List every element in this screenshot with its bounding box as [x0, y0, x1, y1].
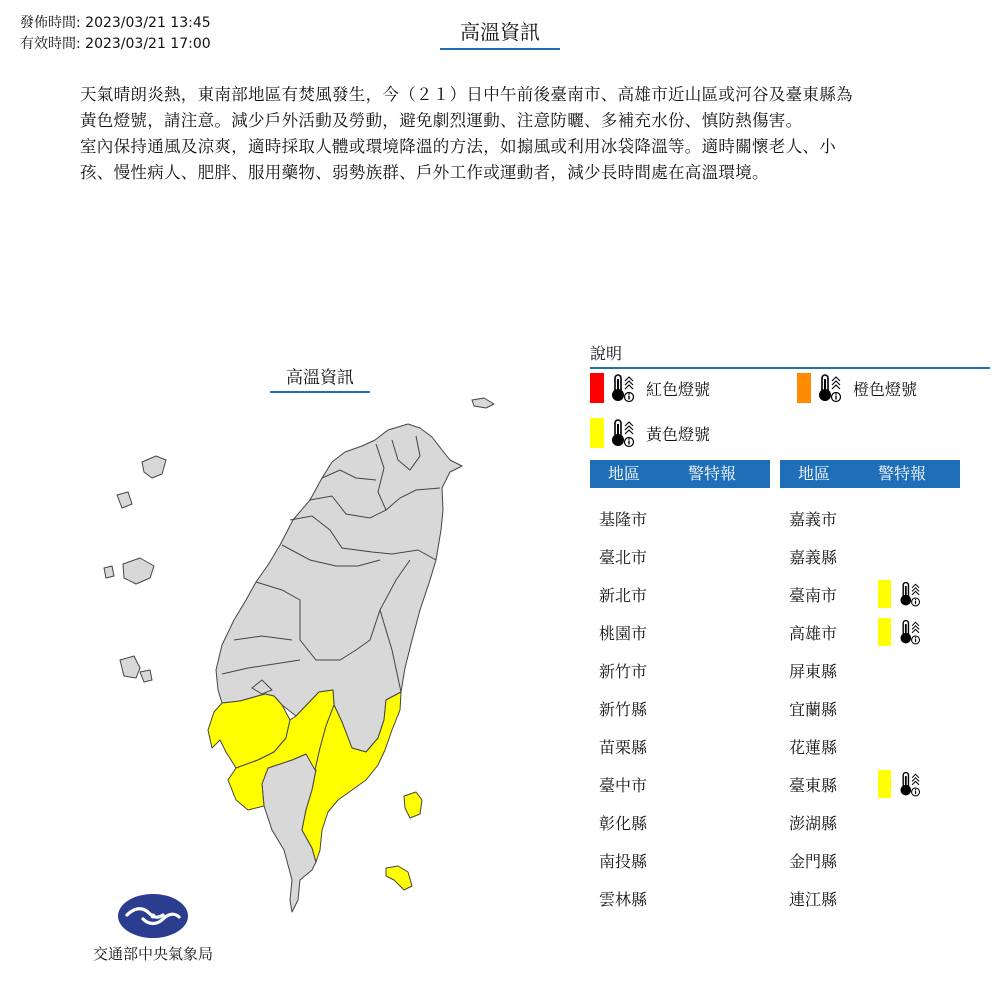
region-name: 嘉義市: [789, 510, 838, 529]
region-name: 新竹市: [599, 662, 648, 681]
region-name: 臺中市: [599, 776, 648, 795]
region-name: 金門縣: [789, 852, 838, 871]
region-name: 宜蘭縣: [789, 700, 838, 719]
issue-time: 發佈時間: 2023/03/21 13:45: [20, 15, 211, 31]
map-title: 高溫資訊: [270, 366, 370, 393]
region-name: 苗栗縣: [599, 738, 648, 757]
column-header-region: 地區: [798, 464, 831, 483]
map-penghu-island: [140, 670, 152, 682]
thermometer-icon: [897, 617, 927, 647]
table-header-right: [780, 460, 960, 488]
thermometer-icon: [608, 373, 642, 403]
legend-label: 紅色燈號: [646, 379, 711, 399]
warning-mark: [878, 769, 931, 799]
region-name: 嘉義縣: [789, 548, 838, 567]
warning-swatch: [878, 580, 891, 608]
thermometer-icon: [897, 579, 927, 609]
region-name: 屏東縣: [789, 662, 838, 681]
legend-title: 說明: [590, 343, 990, 369]
map-orchid-island: [386, 866, 412, 890]
map-green-island: [404, 792, 422, 818]
region-name: 花蓮縣: [789, 738, 838, 757]
legend-label: 橙色燈號: [853, 379, 918, 399]
advisory-line: 孩、慢性病人、肥胖、服用藥物、弱勢族群、戶外工作或運動者，減少長時間處在高溫環境。: [80, 163, 769, 182]
region-name: 南投縣: [599, 852, 648, 871]
map-penghu-island: [104, 566, 114, 578]
warning-mark: [878, 579, 931, 609]
thermometer-icon: [897, 769, 927, 799]
region-name: 臺東縣: [789, 776, 838, 795]
map-penghu-island: [123, 558, 154, 584]
table-header-left: [590, 460, 770, 488]
column-header-region: 地區: [608, 464, 641, 483]
region-name: 基隆市: [599, 510, 648, 529]
advisory-line: 室內保持通風及涼爽，適時採取人體或環境降溫的方法，如搧風或利用冰袋降溫等。適時關懷老人、小: [80, 137, 836, 156]
agency-name: 交通部中央氣象局: [92, 945, 213, 963]
cwb-logo: [117, 893, 189, 939]
legend-item-yellow: [590, 418, 710, 448]
map-penghu-island: [117, 492, 132, 508]
region-name: 臺北市: [599, 548, 648, 567]
map-penghu-island: [120, 656, 140, 678]
column-header-warning: 警特報: [688, 464, 737, 483]
legend-item-orange: [797, 373, 917, 403]
region-name: 新北市: [599, 586, 648, 605]
legend-swatch-yellow: [590, 418, 604, 448]
thermometer-icon: [608, 418, 642, 448]
advisory-line: 天氣晴朗炎熱，東南部地區有焚風發生，今（２１）日中午前後臺南市、高雄市近山區或河谷及臺東縣為: [80, 85, 853, 104]
warning-swatch: [878, 618, 891, 646]
thermometer-icon: [815, 373, 849, 403]
valid-time: 有效時間: 2023/03/21 17:00: [20, 36, 211, 52]
legend-label: 黃色燈號: [646, 424, 711, 444]
region-name: 桃園市: [599, 624, 648, 643]
map-penghu-island: [142, 456, 166, 478]
warning-swatch: [878, 770, 891, 798]
column-header-warning: 警特報: [878, 464, 927, 483]
advisory-line: 黃色燈號，請注意。減少戶外活動及勞動，避免劇烈運動、注意防曬、多補充水份、慎防熱傷害。: [80, 111, 803, 130]
map-guishan-island: [472, 398, 494, 408]
region-name: 連江縣: [789, 890, 838, 909]
region-name: 臺南市: [789, 586, 838, 605]
region-name: 澎湖縣: [789, 814, 838, 833]
warning-mark: [878, 617, 931, 647]
region-name: 新竹縣: [599, 700, 648, 719]
region-name: 彰化縣: [599, 814, 648, 833]
region-name: 高雄市: [789, 624, 838, 643]
page-title: 高溫資訊: [440, 18, 560, 50]
legend-item-red: [590, 373, 710, 403]
legend-swatch-red: [590, 373, 604, 403]
legend-swatch-orange: [797, 373, 811, 403]
region-name: 雲林縣: [599, 890, 648, 909]
